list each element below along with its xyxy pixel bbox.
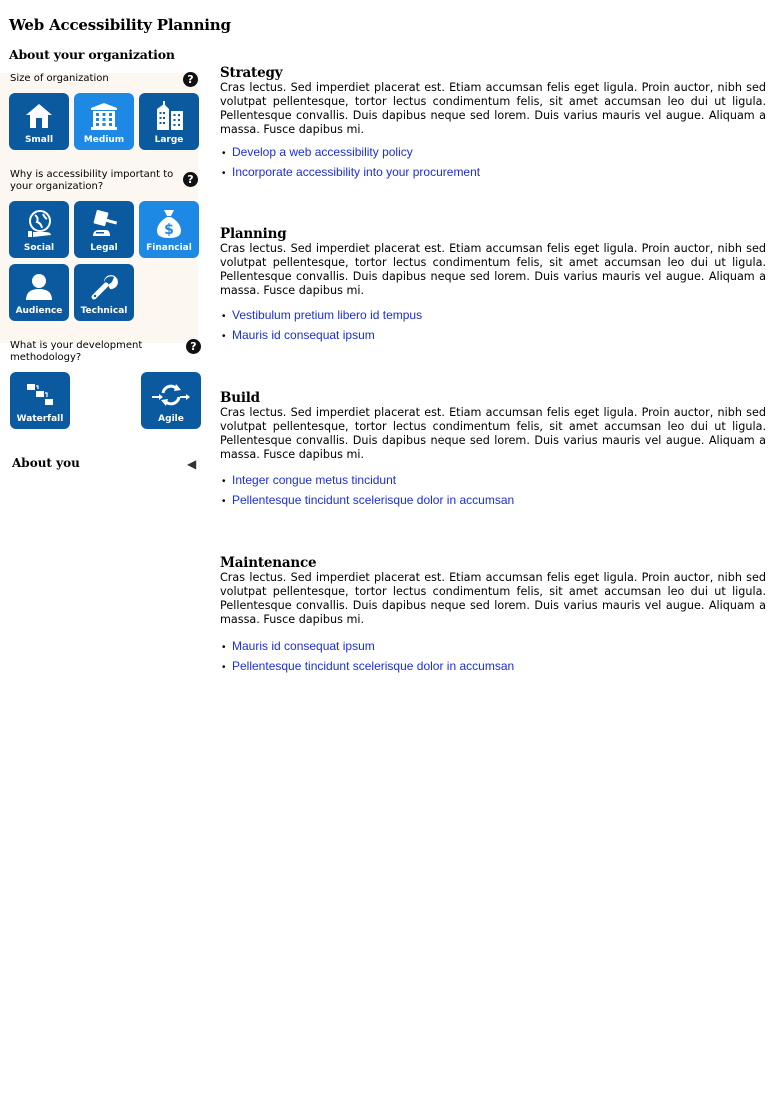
section-title: Strategy bbox=[220, 65, 283, 81]
question-circle-icon[interactable]: ? bbox=[183, 172, 198, 187]
link-list bbox=[220, 306, 766, 346]
option-waterfall[interactable] bbox=[10, 372, 70, 429]
bullet: • bbox=[222, 662, 226, 673]
link[interactable]: Mauris id consequat ipsum bbox=[232, 328, 375, 342]
bullet: • bbox=[222, 168, 226, 179]
link[interactable]: Develop a web accessibility policy bbox=[232, 145, 413, 159]
option-technical[interactable] bbox=[74, 264, 134, 321]
app-title: Web Accessibility Planning bbox=[9, 16, 231, 34]
option-label: Agile bbox=[158, 414, 184, 424]
section-planning bbox=[220, 227, 766, 346]
section-title: Build bbox=[220, 390, 260, 406]
gavel-icon bbox=[74, 209, 134, 239]
question-circle-icon[interactable]: ? bbox=[183, 72, 198, 87]
section-body: Cras lectus. Sed imperdiet placerat est. Etiam accumsan felis eget ligula. Proin auctor, nibh sed volutpat pellentesque, tortor lectus condimentum felis, sit amet accumsan leo dui ut ligula. Pellentesque convallis. Duis dapibus neque sed lorem. Duis varius mauris vel augue. Aliquam a massa. Fusce dapibus mi. bbox=[220, 242, 766, 297]
sidebar-heading: About your organization bbox=[9, 47, 175, 62]
option-audience[interactable] bbox=[9, 264, 69, 321]
globe-hand-icon bbox=[9, 209, 69, 239]
question-circle-icon[interactable]: ? bbox=[186, 339, 201, 354]
link-list bbox=[220, 637, 766, 677]
house-icon bbox=[9, 101, 69, 131]
option-label: Medium bbox=[83, 135, 125, 145]
option-small[interactable] bbox=[9, 93, 69, 150]
link-list bbox=[220, 471, 766, 511]
bullet: • bbox=[222, 642, 226, 653]
list-item bbox=[220, 143, 766, 163]
list-item bbox=[220, 163, 766, 183]
option-social[interactable] bbox=[9, 201, 69, 258]
option-label: Technical bbox=[80, 306, 128, 316]
list-item bbox=[220, 491, 766, 511]
link-list bbox=[220, 143, 766, 183]
list-item bbox=[220, 657, 766, 677]
option-label: Legal bbox=[90, 243, 118, 253]
section-title: Maintenance bbox=[220, 555, 317, 571]
building-icon bbox=[74, 101, 134, 131]
link[interactable]: Incorporate accessibility into your procurement bbox=[232, 165, 481, 179]
waterfall-icon bbox=[10, 380, 70, 410]
link[interactable]: Pellentesque tincidunt scelerisque dolor in accumsan bbox=[232, 659, 515, 673]
bullet: • bbox=[222, 311, 226, 322]
section-body: Cras lectus. Sed imperdiet placerat est. Etiam accumsan felis eget ligula. Proin auctor, nibh sed volutpat pellentesque, tortor lectus condimentum felis, sit amet accumsan leo dui ut ligula. Pellentesque convallis. Duis dapibus neque sed lorem. Duis varius mauris vel augue. Aliquam a massa. Fusce dapibus mi. bbox=[220, 81, 766, 136]
list-item bbox=[220, 326, 766, 346]
option-legal[interactable] bbox=[74, 201, 134, 258]
section-build bbox=[220, 391, 766, 511]
option-label: Large bbox=[154, 135, 184, 145]
list-item bbox=[220, 306, 766, 326]
cycle-arrows-icon bbox=[141, 380, 201, 410]
bullet: • bbox=[222, 496, 226, 507]
question-importance-label: Why is accessibility important to your organization? bbox=[10, 169, 174, 192]
section-strategy bbox=[220, 66, 766, 183]
link[interactable]: Mauris id consequat ipsum bbox=[232, 639, 375, 653]
section-body: Cras lectus. Sed imperdiet placerat est. Etiam accumsan felis eget ligula. Proin auctor, nibh sed volutpat pellentesque, tortor lectus condimentum felis, sit amet accumsan leo dui ut ligula. Pellentesque convallis. Duis dapibus neque sed lorem. Duis varius mauris vel augue. Aliquam a massa. Fusce dapibus mi. bbox=[220, 571, 766, 626]
option-financial[interactable] bbox=[139, 201, 199, 258]
list-item bbox=[220, 471, 766, 491]
option-label: Audience bbox=[15, 306, 63, 316]
bullet: • bbox=[222, 148, 226, 159]
list-item bbox=[220, 637, 766, 657]
money-bag-icon bbox=[139, 209, 199, 239]
option-large[interactable] bbox=[139, 93, 199, 150]
bullet: • bbox=[222, 331, 226, 342]
question-size-label: Size of organization bbox=[10, 73, 109, 84]
option-label: Social bbox=[23, 243, 55, 253]
option-medium[interactable] bbox=[74, 93, 134, 150]
option-label: Waterfall bbox=[16, 414, 64, 424]
section-maintenance bbox=[220, 556, 766, 677]
question-methodology-label: What is your development methodology? bbox=[10, 340, 143, 363]
link[interactable]: Pellentesque tincidunt scelerisque dolor in accumsan bbox=[232, 493, 515, 507]
wrench-icon bbox=[74, 272, 134, 302]
link[interactable]: Vestibulum pretium libero id tempus bbox=[232, 308, 423, 322]
person-icon bbox=[9, 272, 69, 302]
option-agile[interactable] bbox=[141, 372, 201, 429]
svg-text:$: $ bbox=[164, 222, 174, 238]
about-you-heading[interactable]: About you bbox=[12, 456, 80, 470]
section-title: Planning bbox=[220, 226, 287, 242]
section-body: Cras lectus. Sed imperdiet placerat est. Etiam accumsan felis eget ligula. Proin auctor, nibh sed volutpat pellentesque, tortor lectus condimentum felis, sit amet accumsan leo dui ut ligula. Pellentesque convallis. Duis dapibus neque sed lorem. Duis varius mauris vel augue. Aliquam a massa. Fusce dapibus mi. bbox=[220, 406, 766, 461]
triangle-left-icon[interactable]: ◀ bbox=[187, 457, 197, 471]
option-label: Small bbox=[24, 135, 54, 145]
city-icon bbox=[139, 101, 199, 131]
option-label: Financial bbox=[146, 243, 192, 253]
bullet: • bbox=[222, 476, 226, 487]
link[interactable]: Integer congue metus tincidunt bbox=[232, 473, 397, 487]
